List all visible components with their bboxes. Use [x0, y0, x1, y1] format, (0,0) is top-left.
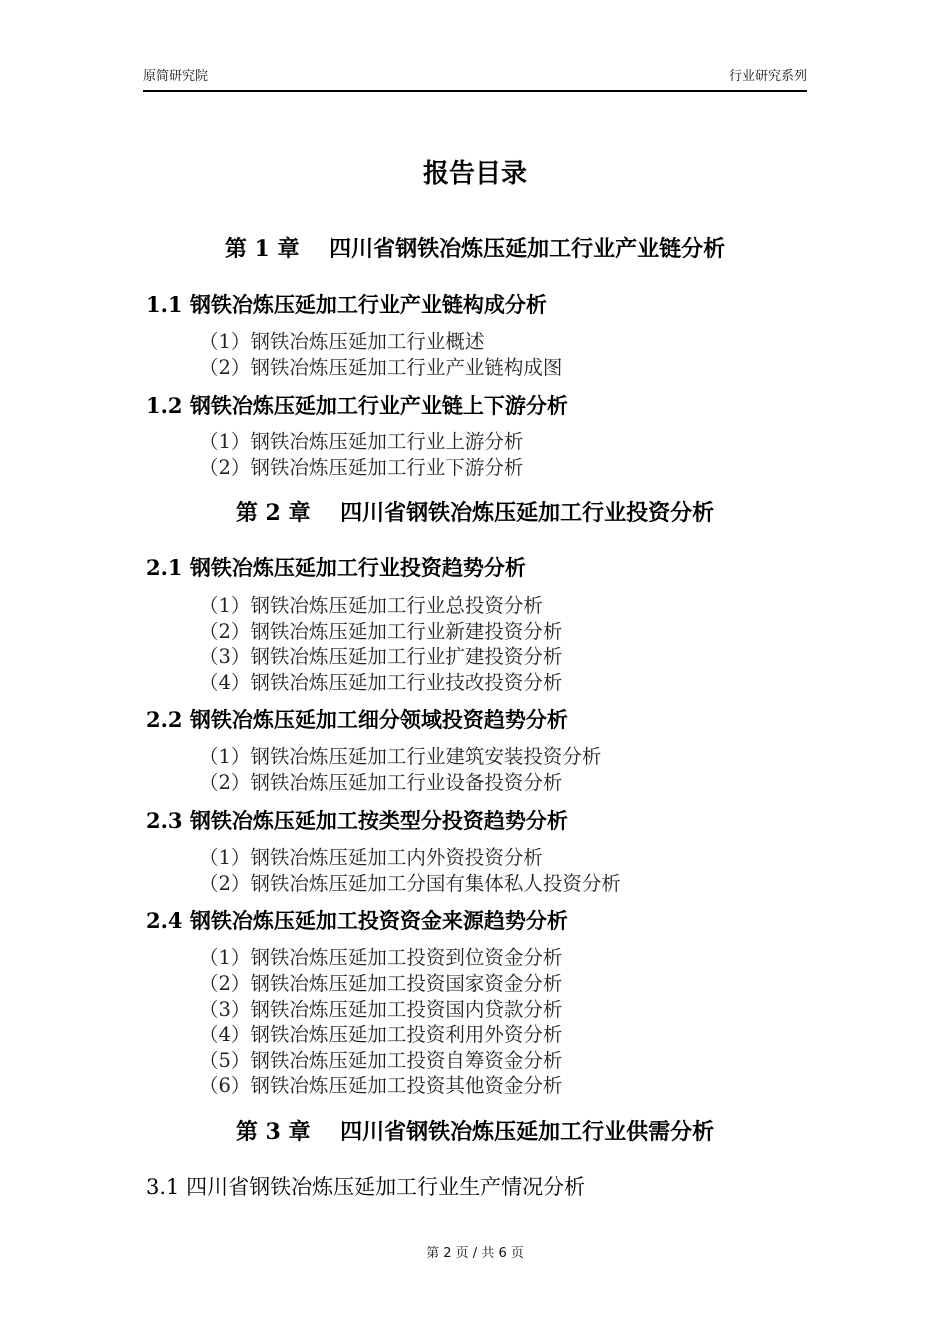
toc-item: （3）钢铁冶炼压延加工行业扩建投资分析	[199, 645, 563, 668]
toc-item: （2）钢铁冶炼压延加工行业新建投资分析	[199, 620, 563, 643]
toc-item: （2）钢铁冶炼压延加工分国有集体私人投资分析	[199, 872, 621, 895]
section-1-1-heading: 1.1 钢铁冶炼压延加工行业产业链构成分析	[146, 292, 547, 317]
chapter-2-heading: 第 2 章 四川省钢铁冶炼压延加工行业投资分析	[235, 500, 715, 526]
toc-item: （1）钢铁冶炼压延加工行业上游分析	[199, 430, 524, 453]
toc-item: （1）钢铁冶炼压延加工行业概述	[199, 330, 485, 353]
toc-item: （3）钢铁冶炼压延加工投资国内贷款分析	[199, 998, 563, 1021]
section-3-1-heading: 3.1 四川省钢铁冶炼压延加工行业生产情况分析	[146, 1175, 586, 1199]
report-title: 报告目录	[422, 159, 527, 189]
chapter-1-heading: 第 1 章 四川省钢铁冶炼压延加工行业产业链分析	[224, 236, 726, 262]
header-series: 行业研究系列	[728, 69, 807, 84]
toc-item: （2）钢铁冶炼压延加工投资国家资金分析	[199, 972, 563, 995]
toc-item: （4）钢铁冶炼压延加工投资利用外资分析	[199, 1023, 563, 1046]
toc-item: （4）钢铁冶炼压延加工行业技改投资分析	[199, 671, 563, 694]
toc-item: （1）钢铁冶炼压延加工投资到位资金分析	[199, 946, 563, 969]
toc-item: （1）钢铁冶炼压延加工行业总投资分析	[199, 594, 543, 617]
header-publisher: 原简研究院	[143, 69, 209, 84]
toc-item: （6）钢铁冶炼压延加工投资其他资金分析	[199, 1074, 563, 1097]
chapter-3-heading: 第 3 章 四川省钢铁冶炼压延加工行业供需分析	[235, 1119, 715, 1145]
toc-item: （1）钢铁冶炼压延加工行业建筑安装投资分析	[199, 745, 602, 768]
toc-item: （2）钢铁冶炼压延加工行业产业链构成图	[199, 356, 563, 379]
section-2-3-heading: 2.3 钢铁冶炼压延加工按类型分投资趋势分析	[146, 808, 568, 833]
section-2-1-heading: 2.1 钢铁冶炼压延加工行业投资趋势分析	[146, 555, 526, 580]
toc-item: （1）钢铁冶炼压延加工内外资投资分析	[199, 846, 543, 869]
page-indicator: 第 2 页 / 共 6 页	[426, 1246, 524, 1261]
section-1-2-heading: 1.2 钢铁冶炼压延加工行业产业链上下游分析	[146, 393, 568, 418]
toc-item: （2）钢铁冶炼压延加工行业设备投资分析	[199, 771, 563, 794]
page-header	[143, 68, 807, 92]
toc-item: （5）钢铁冶炼压延加工投资自筹资金分析	[199, 1049, 563, 1072]
toc-item: （2）钢铁冶炼压延加工行业下游分析	[199, 456, 524, 479]
section-2-4-heading: 2.4 钢铁冶炼压延加工投资资金来源趋势分析	[146, 908, 568, 933]
section-2-2-heading: 2.2 钢铁冶炼压延加工细分领域投资趋势分析	[146, 707, 568, 732]
